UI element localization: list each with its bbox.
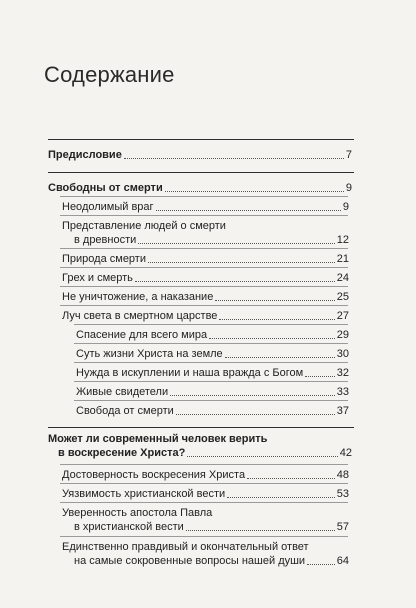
toc-entry[interactable] [62,487,349,501]
toc-entry-label: Спасение для всего мира [76,329,208,341]
entry-separator [60,464,348,465]
toc-entry-label: Может ли современный человек верить [48,433,268,445]
entry-separator [74,362,348,363]
entry-separator [60,536,348,537]
toc-entry-label: Суть жизни Христа на земле [76,348,223,360]
entry-separator [60,215,348,216]
section-rule [48,172,354,173]
toc-page-number: 7 [345,149,352,161]
toc-entry-label: Уверенность апостола Павла [62,507,213,519]
toc-entry-label-cont: в христианской вести [74,521,184,533]
toc-subentry[interactable] [76,347,349,361]
toc-entry[interactable] [62,271,349,285]
dot-leader [165,190,344,192]
toc-page-number: 24 [336,272,349,284]
toc-entry[interactable] [62,219,349,247]
toc-page-number: 12 [336,234,349,246]
toc-entry-label: Уязвимость христианской вести [62,488,226,500]
toc-entry[interactable] [62,540,349,568]
entry-separator [74,400,348,401]
toc-subentry[interactable] [76,328,349,342]
toc-entry[interactable] [62,290,349,304]
dot-leader [124,157,344,159]
toc-page-number: 30 [336,348,349,360]
toc-entry-label-cont: на самые сокровенные вопросы нашей души [74,555,306,567]
toc-page-number: 21 [336,253,349,265]
toc-page-number: 9 [345,182,352,194]
toc-page-number: 33 [336,386,349,398]
toc-subentry[interactable] [76,404,349,418]
dot-leader [225,356,335,358]
dot-leader [307,563,335,565]
toc-entry-section[interactable] [48,432,352,460]
toc-page-number: 32 [336,367,349,379]
dot-leader [247,477,335,479]
toc-entry-label: Природа смерти [62,253,146,265]
toc-entry-label: Представление людей о смерти [62,220,226,232]
entry-separator [60,483,348,484]
toc-subentry[interactable] [76,385,349,399]
toc-entry-label: Неодолимый враг [62,201,154,213]
dot-leader [138,242,334,244]
entry-separator [74,381,348,382]
dot-leader [219,318,334,320]
dot-leader [186,529,335,531]
toc-entry-label: Свобода от смерти [76,405,174,417]
dot-leader [135,280,335,282]
toc-entry-label: Свободны от смерти [48,182,163,194]
entry-separator [60,196,348,197]
toc-entry-label: Не уничтожение, а наказание [62,291,214,303]
toc-page-number: 48 [336,469,349,481]
toc-entry-label: Грех и смерть [62,272,133,284]
toc-page-number: 27 [336,310,349,322]
dot-leader [176,413,335,415]
toc-entry-label: Луч света в смертном царстве [62,310,218,322]
toc-entry-label-cont: в древности [74,234,137,246]
dot-leader [170,394,335,396]
page-title: Содержание [44,62,175,87]
dot-leader [148,261,335,263]
toc-entry[interactable] [62,252,349,266]
toc-page-number: 42 [339,447,352,459]
toc-entry[interactable] [62,468,349,482]
toc-page-number: 25 [336,291,349,303]
entry-separator [60,267,348,268]
toc-entry-label: Живые свидетели [76,386,169,398]
dot-leader [305,375,335,377]
dot-leader [209,337,335,339]
toc-entry-label: Единственно правдивый и окончательный ответ [62,541,309,553]
section-rule [48,139,354,140]
toc-entry-label: Достоверность воскресения Христа [62,469,246,481]
toc-entry[interactable] [62,200,349,214]
toc-entry[interactable] [62,309,349,323]
toc-page-number: 37 [336,405,349,417]
toc-entry-label: Нужда в искуплении и наша вражда с Богом [76,367,304,379]
entry-separator [60,502,348,503]
section-rule [48,427,354,428]
dot-leader [187,455,337,457]
toc-page-number: 64 [336,555,349,567]
toc-entry-preface[interactable] [48,148,352,162]
toc-page-number: 57 [336,521,349,533]
toc-subentry[interactable] [76,366,349,380]
toc-entry[interactable] [62,506,349,534]
entry-separator [60,286,348,287]
entry-separator [60,305,348,306]
toc-entry-label-cont: в воскресение Христа? [58,447,186,459]
toc-entry-section[interactable] [48,181,352,195]
dot-leader [215,299,334,301]
toc-page-number: 53 [336,488,349,500]
entry-separator [60,248,348,249]
entry-separator [74,324,348,325]
toc-page-number: 9 [342,201,349,213]
entry-separator [74,343,348,344]
dot-leader [227,496,335,498]
toc-page-number: 29 [336,329,349,341]
toc-entry-label: Предисловие [48,149,122,161]
dot-leader [156,209,341,211]
